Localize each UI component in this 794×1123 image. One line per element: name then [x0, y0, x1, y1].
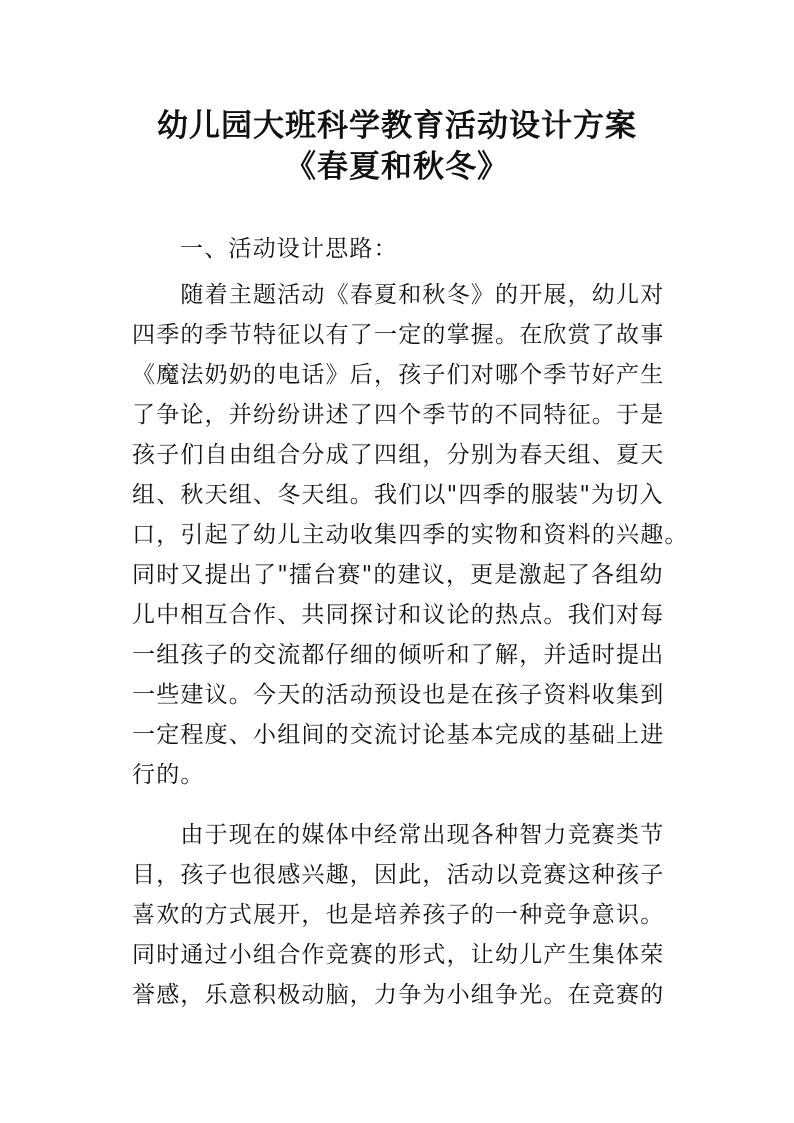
paragraph-line: 四季的季节特征以有了一定的掌握。在欣赏了故事 [132, 322, 665, 348]
paragraph-competition-format [132, 815, 672, 1015]
paragraph-line: 一定程度、小组间的交流讨论基本完成的基础上进 [132, 722, 665, 748]
paragraph-line: 誉感，乐意积极动脑，力争为小组争光。在竞赛的 [132, 982, 665, 1008]
paragraph-line: 喜欢的方式展开，也是培养孩子的一种竞争意识。 [132, 902, 665, 928]
paragraph-line: 一组孩子的交流都仔细的倾听和了解，并适时提出 [132, 642, 665, 668]
paragraph-line: 随着主题活动《春夏和秋冬》的开展，幼儿对 [132, 282, 665, 308]
paragraph-line: 了争论，并纷纷讲述了四个季节的不同特征。于是 [132, 402, 665, 428]
paragraph-line: 一些建议。今天的活动预设也是在孩子资料收集到 [132, 682, 665, 708]
paragraph-line: 孩子们自由组合分成了四组，分别为春天组、夏天 [132, 442, 665, 468]
paragraph-line: 行的。 [132, 762, 205, 788]
paragraph-line: 同时通过小组合作竞赛的形式，让幼儿产生集体荣 [132, 942, 665, 968]
paragraph-line: 儿中相互合作、共同探讨和议论的热点。我们对每 [132, 602, 665, 628]
paragraph-design-ideas [132, 275, 689, 795]
paragraph-line: 目，孩子也很感兴趣，因此，活动以竞赛这种孩子 [132, 862, 665, 888]
section-heading-design-ideas: 一、活动设计思路： [180, 236, 398, 262]
paragraph-line: 同时又提出了"擂台赛"的建议，更是激起了各组幼 [132, 562, 664, 588]
document-subtitle: 《春夏和秋冬》 [285, 149, 509, 185]
paragraph-line: 组、秋天组、冬天组。我们以"四季的服装"为切入 [132, 482, 664, 508]
document-title: 幼儿园大班科学教育活动设计方案 [157, 108, 637, 144]
paragraph-line: 口，引起了幼儿主动收集四季的实物和资料的兴趣。 [132, 522, 689, 548]
paragraph-line: 《魔法奶奶的电话》后，孩子们对哪个季节好产生 [132, 362, 665, 388]
paragraph-line: 由于现在的媒体中经常出现各种智力竞赛类节 [132, 822, 665, 848]
